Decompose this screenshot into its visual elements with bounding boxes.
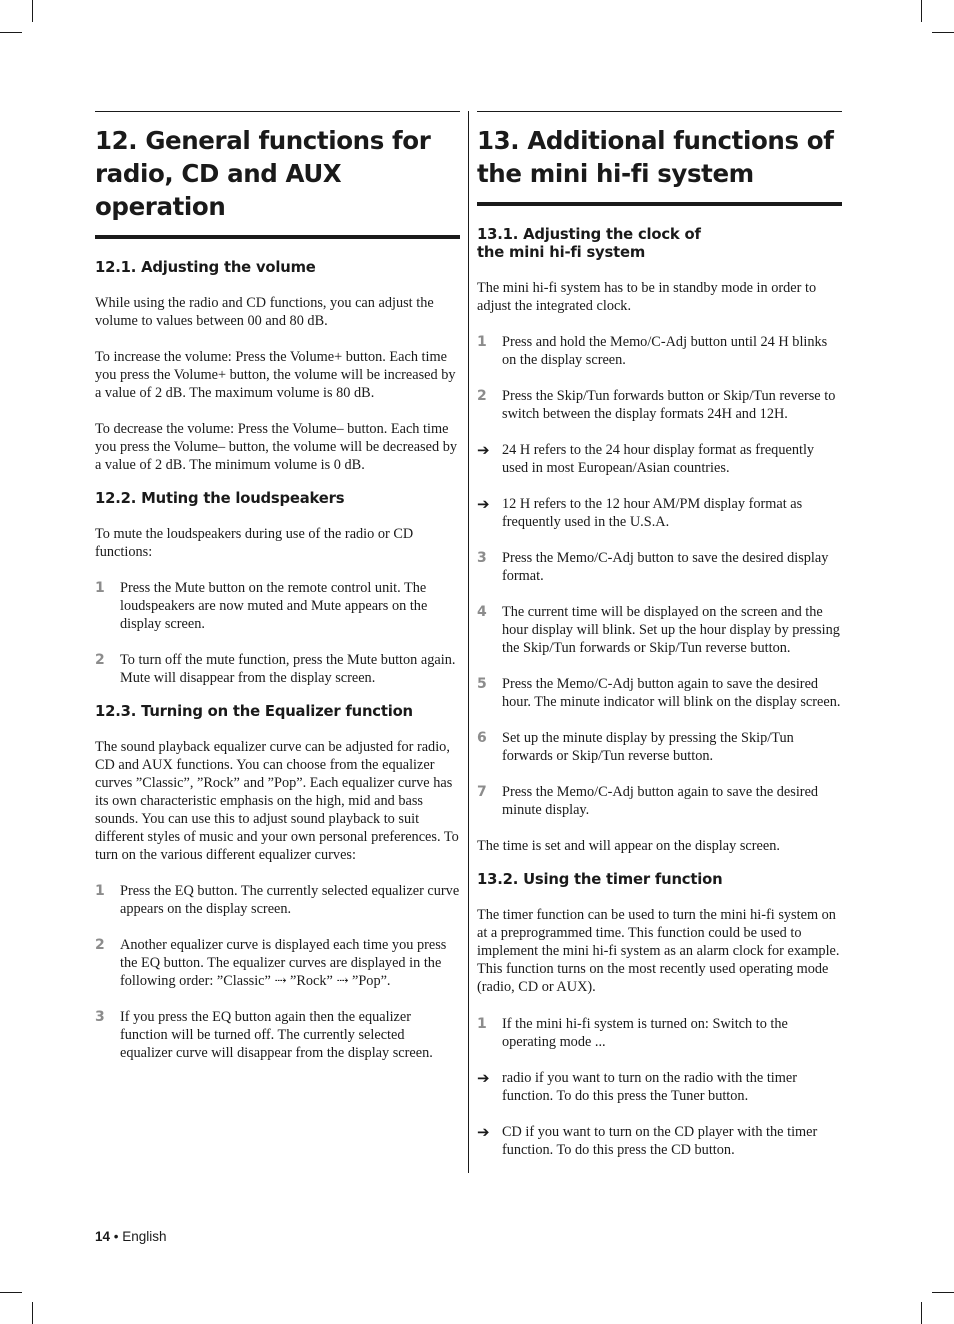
- section-heading: 13.2. Using the timer function: [477, 871, 723, 888]
- title-rule-bottom: [477, 202, 842, 206]
- chapter-title: [477, 124, 842, 190]
- step-text: Press the Mute button on the remote control unit. The loudspeakers are now muted and Mute appears on the display screen.: [120, 580, 428, 632]
- title-rule-top: [95, 111, 460, 112]
- step-number: 2: [95, 652, 105, 668]
- step-number: 6: [477, 730, 487, 746]
- step-text: If you press the EQ button again then the equalizer function will be turned off. The currently selected equalizer curve will disappear from the display screen.: [120, 1009, 433, 1061]
- paragraph: The time is set and will appear on the display screen.: [477, 838, 780, 854]
- section-heading: 12.1. Adjusting the volume: [95, 259, 316, 276]
- step-text: Press the Memo/C-Adj button again to save the desired hour. The minute indicator will blink on the display screen.: [502, 676, 841, 710]
- section-heading: 12.2. Muting the loudspeakers: [95, 490, 345, 507]
- paragraph: To decrease the volume: Press the Volume– button. Each time you press the Volume– button, the volume will be decreased by a value of 2 dB. The minimum volume is 0 dB.: [95, 421, 457, 473]
- right-column: [477, 111, 842, 1177]
- section-heading-line: 13.1. Adjusting the clock of: [477, 226, 701, 243]
- section-heading: 12.3. Turning on the Equalizer function: [95, 703, 413, 720]
- crop-mark: [932, 32, 954, 33]
- title-rule-bottom: [95, 235, 460, 239]
- step-text: The current time will be displayed on the screen and the hour display will blink. Set up the hour display by pressing the Skip/Tun forwards or Skip/Tun reverse button.: [502, 604, 840, 656]
- step-text: 12 H refers to the 12 hour AM/PM display format as frequently used in the U.S.A.: [502, 496, 803, 530]
- list-item: [95, 882, 460, 918]
- page-number: 14: [95, 1229, 111, 1244]
- arrow-icon: ➔: [477, 1123, 490, 1141]
- step-number: 7: [477, 784, 487, 800]
- crop-mark: [32, 1302, 33, 1324]
- step-text: radio if you want to turn on the radio with the timer function. To do this press the Tuner button.: [502, 1070, 798, 1104]
- footer-separator: •: [110, 1229, 123, 1244]
- page-footer: [95, 1229, 167, 1244]
- arrow-icon: ➔: [477, 441, 490, 459]
- list-item: [95, 651, 460, 687]
- step-number: 4: [477, 604, 487, 620]
- step-text: CD if you want to turn on the CD player with the timer function. To do this press the CD button.: [502, 1124, 818, 1158]
- column-divider: [468, 111, 469, 1173]
- list-item: [477, 387, 842, 423]
- list-item: [477, 675, 842, 711]
- list-item: [477, 549, 842, 585]
- list-item: [477, 1123, 842, 1159]
- step-text: 24 H refers to the 24 hour display format as frequently used in most European/Asian countries.: [502, 442, 815, 476]
- list-item: [477, 729, 842, 765]
- list-item: [477, 333, 842, 369]
- step-number: 3: [95, 1009, 105, 1025]
- step-number: 1: [477, 1016, 487, 1032]
- step-text: Press the Memo/C-Adj button to save the desired display format.: [502, 550, 829, 584]
- paragraph: The sound playback equalizer curve can be adjusted for radio, CD and AUX functions. You can choose from the equalizer curves ”Classic”, ”Rock” and ”Pop”. Each equalizer curve has its own characteristic emphasis on the high, mid and bass sounds. You can use this to adjust sound playback to suit different styles of music and your own personal preferences. To turn on the various different equalizer curves:: [95, 739, 459, 863]
- list-item: [477, 441, 842, 477]
- chapter-title-line: radio, CD and AUX operation: [95, 159, 342, 221]
- step-number: 2: [95, 937, 105, 953]
- step-text: Another equalizer curve is displayed each time you press the EQ button. The equalizer curves are displayed in the following order: ”Classic” ⇢ ”Rock” ⇢ ”Pop”.: [120, 937, 447, 989]
- paragraph: The mini hi-fi system has to be in standby mode in order to adjust the integrated clock.: [477, 280, 817, 314]
- chapter-title-line: 12. General functions for: [95, 126, 431, 155]
- paragraph: While using the radio and CD functions, you can adjust the volume to values between 00 and 80 dB.: [95, 295, 434, 329]
- step-number: 3: [477, 550, 487, 566]
- section-heading-line: the mini hi-fi system: [477, 244, 646, 261]
- paragraph: To mute the loudspeakers during use of the radio or CD functions:: [95, 526, 414, 560]
- footer-language: English: [122, 1229, 167, 1244]
- title-rule-top: [477, 111, 842, 112]
- crop-mark: [921, 1302, 922, 1324]
- step-number: 5: [477, 676, 487, 692]
- step-number: 2: [477, 388, 487, 404]
- list-item: [95, 936, 460, 990]
- list-item: [477, 603, 842, 657]
- list-item: [477, 495, 842, 531]
- chapter-title-line: the mini hi-fi system: [477, 159, 754, 188]
- section-heading: [477, 226, 842, 262]
- list-item: [477, 1015, 842, 1051]
- crop-mark: [32, 0, 33, 22]
- crop-mark: [932, 1292, 954, 1293]
- list-item: [477, 1069, 842, 1105]
- step-text: To turn off the mute function, press the Mute button again. Mute will disappear from the display screen.: [120, 652, 456, 686]
- list-item: [95, 1008, 460, 1062]
- step-number: 1: [477, 334, 487, 350]
- crop-mark: [0, 1292, 22, 1293]
- crop-mark: [921, 0, 922, 22]
- arrow-icon: ➔: [477, 1069, 490, 1087]
- crop-mark: [0, 32, 22, 33]
- step-number: 1: [95, 883, 105, 899]
- left-column: [95, 111, 460, 1080]
- step-text: If the mini hi-fi system is turned on: Switch to the operating mode ...: [502, 1016, 788, 1050]
- step-text: Press the Skip/Tun forwards button or Skip/Tun reverse to switch between the display formats 24H and 12H.: [502, 388, 836, 422]
- paragraph: The timer function can be used to turn the mini hi-fi system on at a preprogrammed time. This function could be used to implement the mini hi-fi system as an alarm clock for example. This function turns on the most recently used operating mode (radio, CD or AUX).: [477, 907, 840, 995]
- chapter-title-line: 13. Additional functions of: [477, 126, 834, 155]
- list-item: [95, 579, 460, 633]
- step-number: 1: [95, 580, 105, 596]
- arrow-icon: ➔: [477, 495, 490, 513]
- paragraph: To increase the volume: Press the Volume+ button. Each time you press the Volume+ button, the volume will be increased by a value of 2 dB. The maximum volume is 80 dB.: [95, 349, 456, 401]
- chapter-title: [95, 124, 460, 223]
- list-item: [477, 783, 842, 819]
- step-text: Press the EQ button. The currently selected equalizer curve appears on the display screen.: [120, 883, 460, 917]
- step-text: Set up the minute display by pressing the Skip/Tun forwards or Skip/Tun reverse button.: [502, 730, 794, 764]
- step-text: Press the Memo/C-Adj button again to save the desired minute display.: [502, 784, 819, 818]
- step-text: Press and hold the Memo/C-Adj button until 24 H blinks on the display screen.: [502, 334, 828, 368]
